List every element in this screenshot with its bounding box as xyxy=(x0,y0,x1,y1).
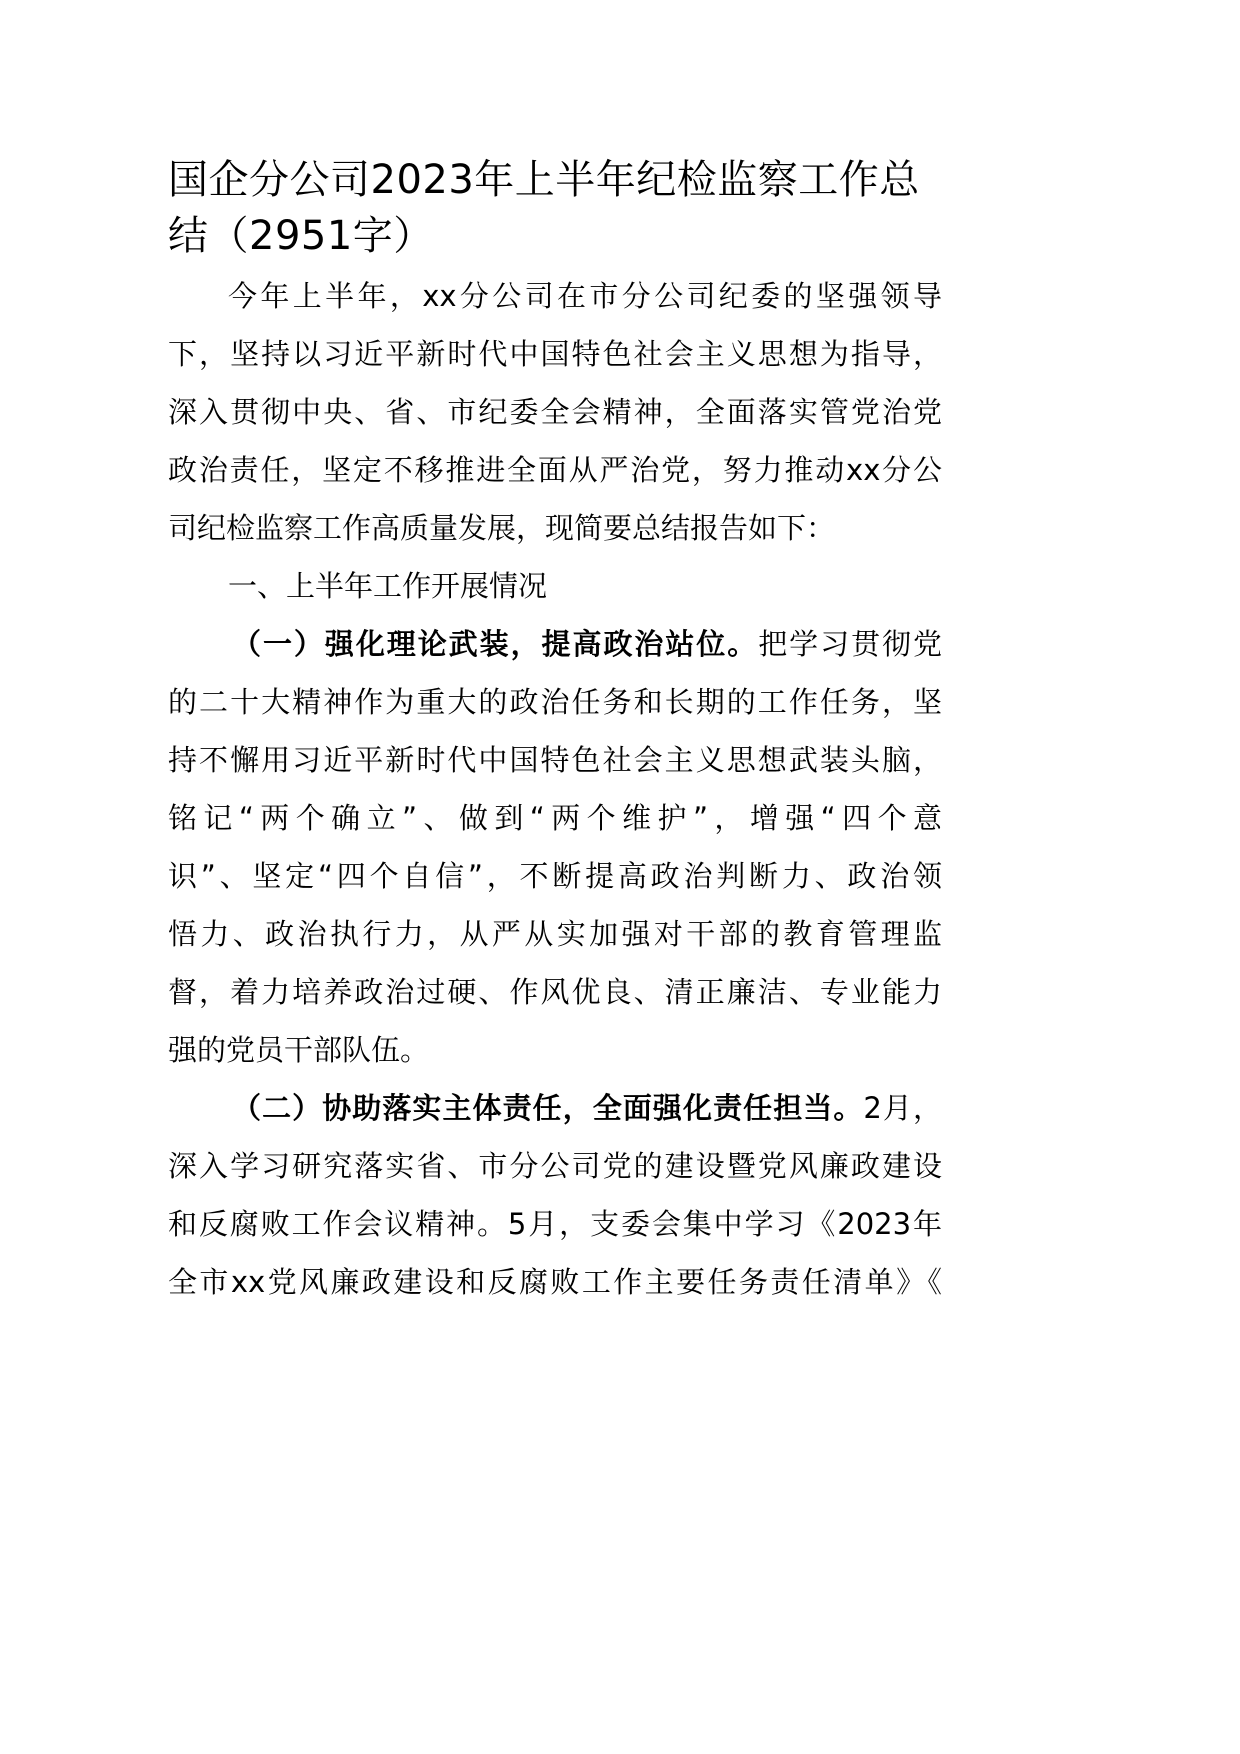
paragraph xyxy=(168,615,942,1079)
line-text: 全市xx党风廉政建设和反腐败工作主要任务责任清单》《 xyxy=(168,1265,942,1299)
text-line xyxy=(168,383,942,441)
line-text: 司纪检监察工作高质量发展，现简要总结报告如下： xyxy=(168,511,836,545)
line-text: 政治责任，坚定不移推进全面从严治党，努力推动xx分公 xyxy=(168,453,942,487)
text-line xyxy=(168,267,942,325)
text-line xyxy=(168,557,942,615)
line-text: 强的党员干部队伍。 xyxy=(168,1033,430,1067)
text-line xyxy=(168,905,942,963)
text-line xyxy=(168,1021,942,1079)
text-line xyxy=(168,847,942,905)
text-line xyxy=(168,615,942,673)
line-text: 铭记“两个确立”、做到“两个维护”，增强“四个意 xyxy=(168,801,942,835)
paragraph xyxy=(168,267,942,557)
line-text: 悟力、政治执行力，从严从实加强对干部的教育管理监 xyxy=(168,917,942,951)
text-line xyxy=(168,673,942,731)
text-line xyxy=(168,325,942,383)
text-line xyxy=(168,499,942,557)
line-text: 一、上半年工作开展情况 xyxy=(228,569,548,603)
text-line xyxy=(168,789,942,847)
text-line xyxy=(168,731,942,789)
line-text: 持不懈用习近平新时代中国特色社会主义思想武装头脑， xyxy=(168,743,942,777)
text-line xyxy=(168,1253,942,1311)
paragraph xyxy=(168,1079,942,1311)
document-title-line-1: 国企分公司2023年上半年纪检监察工作总 xyxy=(168,157,920,203)
line-text: 的二十大精神作为重大的政治任务和长期的工作任务，坚 xyxy=(168,685,942,719)
section-heading: （二）协助落实主体责任，全面强化责任担当。 xyxy=(232,1091,864,1125)
document-title-line-2: 结（2951字） xyxy=(168,213,434,259)
section-heading: （一）强化理论武装，提高政治站位。 xyxy=(232,627,759,661)
line-text: 2月， xyxy=(863,1091,942,1125)
text-line xyxy=(168,963,942,1021)
line-text: 深入贯彻中央、省、市纪委全会精神，全面落实管党治党 xyxy=(168,395,942,429)
line-text: 下，坚持以习近平新时代中国特色社会主义思想为指导， xyxy=(168,337,942,371)
paragraph xyxy=(168,557,942,615)
text-line xyxy=(168,1195,942,1253)
text-line xyxy=(168,441,942,499)
line-text: 和反腐败工作会议精神。5月，支委会集中学习《2023年 xyxy=(168,1207,942,1241)
text-line xyxy=(168,1079,942,1137)
line-text: 把学习贯彻党 xyxy=(758,627,942,661)
document-body xyxy=(168,267,942,1311)
line-text: 识”、坚定“四个自信”，不断提高政治判断力、政治领 xyxy=(168,859,942,893)
document-page xyxy=(168,152,942,1311)
line-text: 督，着力培养政治过硬、作风优良、清正廉洁、专业能力 xyxy=(168,975,942,1009)
line-text: 今年上半年，xx分公司在市分公司纪委的坚强领导 xyxy=(228,279,942,313)
line-text: 深入学习研究落实省、市分公司党的建设暨党风廉政建设 xyxy=(168,1149,942,1183)
text-line xyxy=(168,1137,942,1195)
